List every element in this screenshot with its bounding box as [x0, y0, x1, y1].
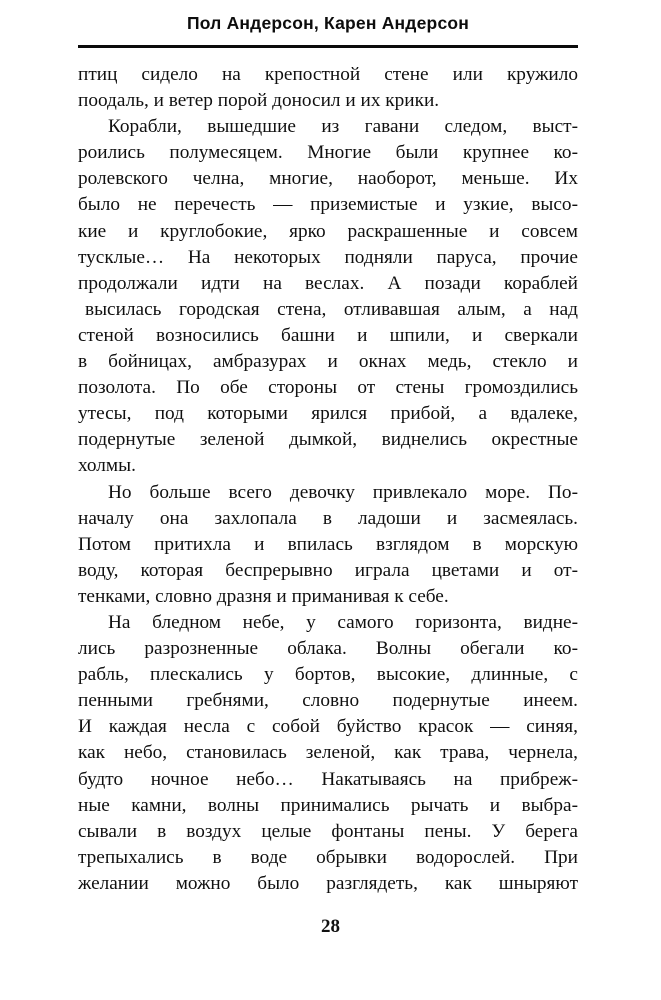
text-line: лись разрозненные облака. Волны обегали ко-	[78, 638, 578, 660]
text-line: Потом притихла и впилась взглядом в морскую	[78, 533, 578, 555]
text-line: ные камни, волны принимались рычать и выбра-	[78, 794, 578, 816]
text-line: холмы.	[78, 455, 136, 477]
text-line: пенными гребнями, словно подернутые инеем.	[78, 690, 578, 712]
text-line: На бледном небе, у самого горизонта, видне-	[108, 611, 578, 633]
text-line: сывали в воздух целые фонтаны пены. У берега	[78, 820, 578, 842]
text-line: ролевского челна, многие, наоборот, меньше. Их	[78, 168, 578, 190]
text-line: рабль, плескались у бортов, высокие, длинные, с	[78, 664, 578, 686]
text-line: началу она захлопала в ладоши и засмеялась.	[78, 507, 578, 529]
text-line: И каждая несла с собой буйство красок — синяя,	[78, 716, 578, 738]
text-line: подернутые зеленой дымкой, виднелись окрестные	[78, 429, 578, 451]
text-line: высилась городская стена, отливавшая алым, а над	[85, 298, 578, 320]
page-number: 28	[321, 916, 340, 937]
text-line: роились полумесяцем. Многие были крупнее ко-	[78, 142, 578, 164]
body-text	[78, 62, 578, 897]
text-line: воду, которая беспрерывно играла цветами и от-	[78, 559, 578, 581]
text-line: как небо, становилась зеленой, как трава, чернела,	[78, 742, 578, 764]
text-line: тусклые… На некоторых подняли паруса, прочие	[78, 246, 578, 268]
text-line: птиц сидело на крепостной стене или кружило	[78, 64, 578, 85]
text-line: утесы, под которыми ярился прибой, а вдалеке,	[78, 403, 578, 425]
text-line: желании можно было разглядеть, как шныряют	[78, 872, 578, 894]
text-line: позолота. По обе стороны от стены громоздились	[78, 377, 578, 399]
text-line: было не перечесть — приземистые и узкие, высо-	[78, 194, 578, 216]
text-line: будто ночное небо… Накатываясь на прибреж-	[78, 768, 578, 790]
text-line: трепыхались в воде обрывки водорослей. При	[78, 846, 578, 868]
text-line: Корабли, вышедшие из гавани следом, выст-	[108, 116, 578, 138]
text-line: тенками, словно дразня и приманивая к себе.	[78, 585, 449, 607]
text-line: стеной возносились башни и шпили, и сверкали	[78, 324, 578, 346]
text-line: поодаль, и ветер порой доносил и их крики.	[78, 90, 440, 112]
running-head: Пол Андерсон, Карен Андерсон	[186, 13, 470, 33]
text-line: Но больше всего девочку привлекало море. По-	[108, 481, 578, 503]
text-line: кие и круглобокие, ярко раскрашенные и совсем	[78, 220, 578, 242]
text-line: в бойницах, амбразурах и окнах медь, стекло и	[78, 351, 578, 373]
header-rule	[78, 45, 578, 48]
text-line: продолжали идти на веслах. А позади кораблей	[78, 272, 578, 294]
